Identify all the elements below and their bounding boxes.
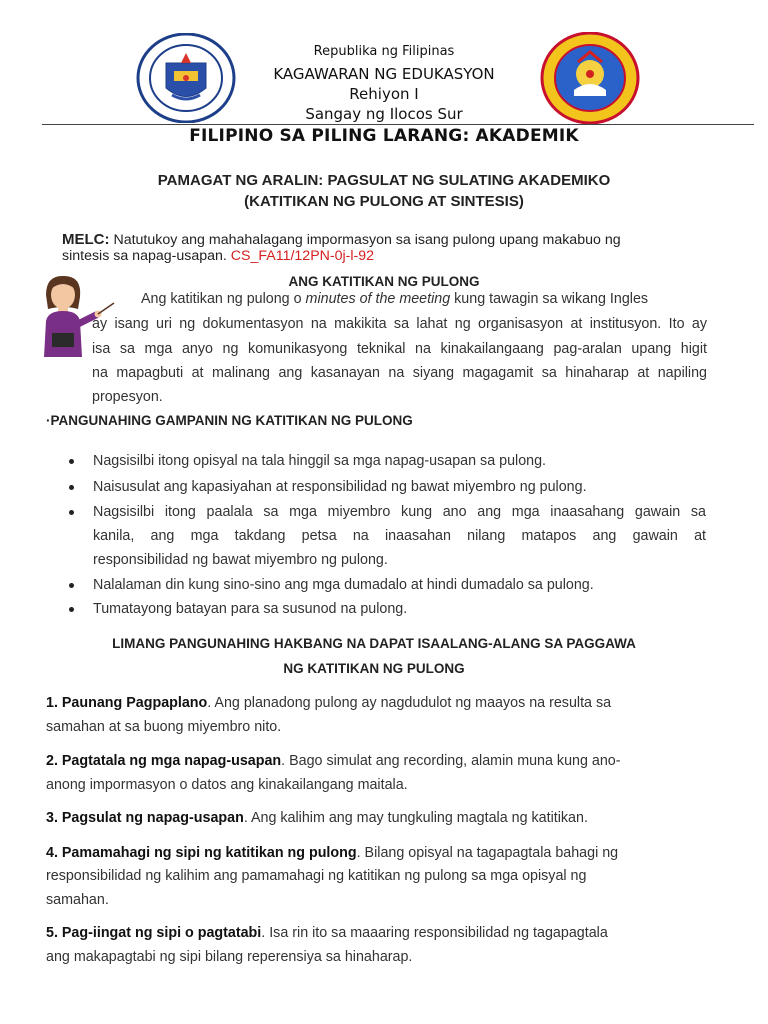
steps-heading-line2: NG KATITIKAN NG PULONG <box>283 661 465 676</box>
lesson-title-line2: (KATITIKAN NG PULONG AT SINTESIS) <box>244 193 524 210</box>
katitikan-para-line4: na mapagbuti at malinang ang kasanayan na siyang magagamit sa hinaharap at napiling <box>92 365 707 381</box>
katitikan-para-line2: ay isang uri ng dokumentasyon na makikita sa lahat ng organisasyon at institusyon. Ito ay <box>92 316 707 332</box>
melc-text-2: sintesis sa napag-usapan. <box>62 248 231 264</box>
step-1-line2: samahan at sa buong miyembro nito. <box>46 719 282 735</box>
bullet-marker <box>69 459 77 467</box>
katitikan-para-line5: propesyon. <box>92 389 163 405</box>
bullet-marker <box>69 583 77 591</box>
melc-code: CS_FA11/12PN-0j-l-92 <box>230 248 375 264</box>
step-1-line1: 1. Paunang Pagpaplano. Ang planadong pulong ay nagdudulot ng maayos na resulta sa <box>46 695 612 711</box>
katitikan-para-line3: isa sa mga anyo ng komunikasyong teknikal na kinakailangaang pag-aralan upang higit <box>92 341 707 357</box>
bullet-marker <box>69 510 77 518</box>
section-heading-katitikan: ANG KATITIKAN NG PULONG <box>288 274 480 289</box>
header-republic: Republika ng Filipinas <box>313 44 455 59</box>
bullet-marker <box>69 607 77 615</box>
step-4-line3: samahan. <box>46 892 109 908</box>
step-3-line1: 3. Pagsulat ng napag-usapan. Ang kalihim ang may tungkuling magtala ng katitikan. <box>46 810 588 826</box>
katitikan-para-line1: Ang katitikan ng pulong o minutes of the meeting kung tawagin sa wikang Ingles <box>141 291 649 307</box>
role-item-1: Nagsisilbi itong opisyal na tala hinggil sa mga napag-usapan sa pulong. <box>93 453 547 469</box>
step-2-line1: 2. Pagtatala ng mga napag-usapan. Bago simulat ang recording, alamin muna kung ano- <box>46 753 621 769</box>
lesson-title-line1: PAMAGAT NG ARALIN: PAGSULAT NG SULATING AKADEMIKO <box>157 172 611 189</box>
step-5-line1: 5. Pag-iingat ng sipi o pagtatabi. Isa rin ito sa maaaring responsibilidad ng tagapagtala <box>46 925 608 941</box>
header-divider <box>42 124 754 125</box>
step-4-line1: 4. Pamamahagi ng sipi ng katitikan ng pulong. Bilang opisyal na tagapagtala bahagi ng <box>46 845 619 861</box>
header-region: Rehiyon I <box>349 85 419 103</box>
role-item-3-line3: responsibilidad ng bawat miyembro ng pulong. <box>93 552 388 568</box>
steps-heading-line1: LIMANG PANGUNAHING HAKBANG NA DAPAT ISAALANG-ALANG SA PAGGAWA <box>112 636 636 651</box>
roles-heading: ·PANGUNAHING GAMPANIN NG KATITIKAN NG PULONG <box>46 413 413 428</box>
role-item-4: Nalalaman din kung sino-sino ang mga dumadalo at hindi dumadalo sa pulong. <box>93 577 594 593</box>
step-5-line2: ang makapagtabi ng sipi bilang reperensiya sa hinaharap. <box>46 949 413 965</box>
step-2-line2: anong impormasyon o datos ang kinakailangang maitala. <box>46 777 408 793</box>
melc-text-1: Natutukoy ang mahahalagang impormasyon sa isang pulong upang makabuo ng <box>109 232 621 248</box>
header-department: KAGAWARAN NG EDUKASYON <box>273 65 495 83</box>
subject-title: FILIPINO SA PILING LARANG: AKADEMIK <box>189 126 579 146</box>
melc-block <box>62 232 702 264</box>
header-division: Sangay ng Ilocos Sur <box>305 105 463 123</box>
role-item-3-line2: kanila, ang mga takdang petsa na inaasahan nilang matapos ang gawain at <box>93 528 706 544</box>
step-4-line2: responsibilidad ng kalihim ang pamamahagi ng katitikan ng pulong sa mga opisyal ng <box>46 868 587 884</box>
melc-label: MELC: <box>62 231 110 248</box>
role-item-2: Naisusulat ang kapasiyahan at responsibilidad ng bawat miyembro ng pulong. <box>93 479 587 495</box>
role-item-5: Tumatayong batayan para sa susunod na pulong. <box>93 601 408 617</box>
role-item-3-line1: Nagsisilbi itong paalala sa mga miyembro kung ano ang mga inaasahang gawain sa <box>93 504 706 520</box>
bullet-marker <box>69 485 77 493</box>
